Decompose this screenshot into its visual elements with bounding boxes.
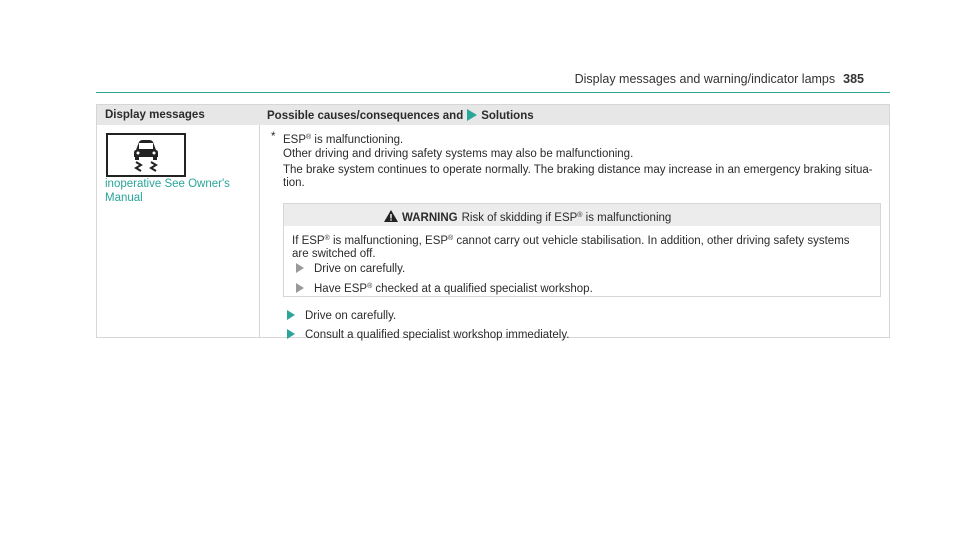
warning-text-1b: is malfunctioning, ESP (329, 235, 449, 247)
warning-heading: Risk of skidding if ESP (461, 212, 578, 224)
warning-text-1a: If ESP (292, 235, 325, 247)
section-title: Display messages and warning/indicator lamps (574, 72, 836, 86)
warning-text-1c: cannot carry out vehicle stabilisation. In addition, other driving safety systems (453, 235, 850, 247)
arrow-icon (296, 283, 304, 293)
table-header (97, 105, 889, 125)
col-header-solutions-text: Solutions (481, 110, 534, 122)
col-header-display: Display messages (105, 109, 205, 121)
warning-body (292, 232, 872, 261)
note-marker: * (271, 131, 276, 143)
arrow-icon (296, 263, 304, 273)
warning-step-2 (296, 280, 593, 296)
display-messages-table (96, 104, 890, 341)
warning-header (284, 204, 880, 226)
warning-text-1 (292, 232, 872, 248)
warning-text-2: are switched off. (292, 248, 376, 260)
warning-step-2-text-a: Have ESP (314, 283, 368, 295)
cause-suffix: is malfunctioning. (311, 134, 404, 146)
page-number: 385 (843, 72, 864, 86)
col-header-causes (267, 109, 534, 122)
warning-triangle-icon (384, 210, 398, 222)
warning-step-1-text: Drive on carefully. (314, 263, 406, 275)
column-divider (259, 125, 260, 337)
solution-step-1 (287, 310, 396, 323)
solution-step-2 (287, 329, 569, 342)
solution-step-2-text: Consult a qualified specialist workshop immediately. (305, 329, 570, 341)
reg-mark: ® (448, 235, 454, 242)
warning-step-2-text-b: checked at a qualified specialist workshop. (372, 283, 593, 295)
cause-line-1 (283, 131, 403, 147)
header-rule (96, 92, 890, 93)
page-header (575, 72, 864, 86)
esp-text: ESP (283, 134, 307, 146)
warning-title: WARNING (402, 212, 458, 224)
col-header-causes-text: Possible causes/consequences and (267, 110, 464, 122)
warning-heading-post: is malfunctioning (582, 212, 672, 224)
warning-box (283, 203, 881, 297)
arrow-icon (287, 310, 295, 320)
solution-step-1-text: Drive on carefully. (305, 310, 397, 322)
reg-mark: ® (324, 235, 330, 242)
reg-mark: ® (577, 212, 583, 219)
play-arrow-icon (467, 109, 477, 121)
arrow-icon (287, 329, 295, 339)
reg-mark: ® (367, 283, 373, 290)
cause-line-3: The brake system continues to operate normally. The braking distance may increase in an emergency braking situa- (283, 164, 873, 176)
reg-mark: ® (306, 134, 312, 141)
cause-line-4: tion. (283, 177, 305, 189)
cause-line-2: Other driving and driving safety systems may also be malfunctioning. (283, 148, 634, 160)
esp-skidding-car-icon (106, 133, 186, 177)
warning-step-1 (296, 263, 405, 276)
display-message-text: inoperative See Owner's Manual (105, 178, 230, 204)
